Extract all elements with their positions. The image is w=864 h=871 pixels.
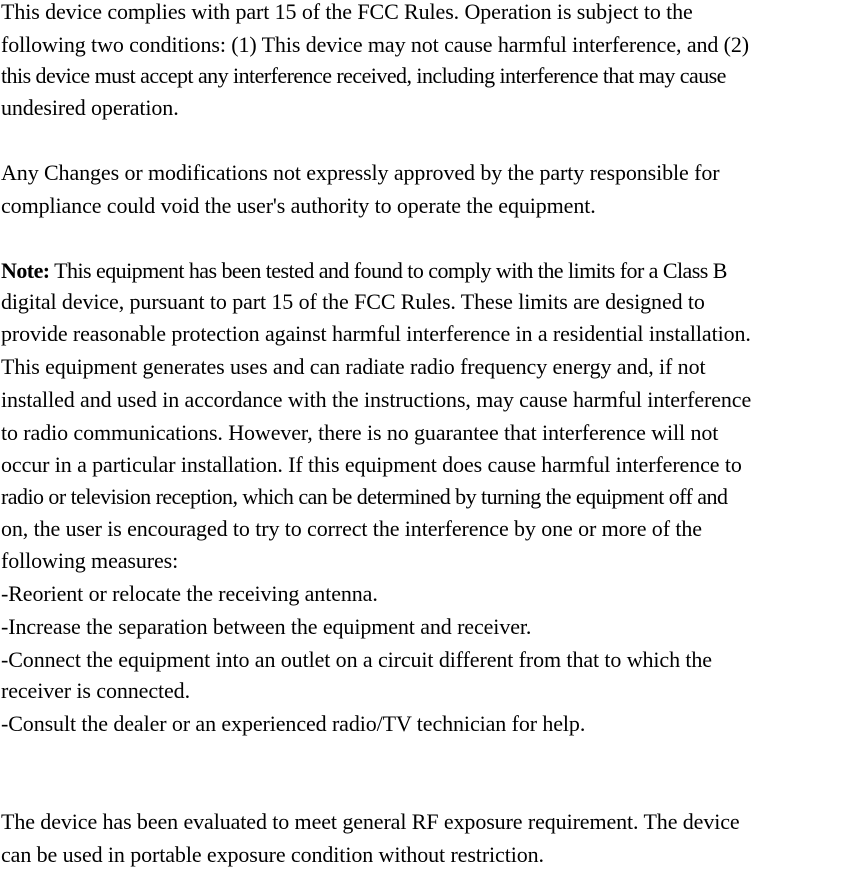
note-line-1 — [1, 255, 727, 287]
paragraph-2-line-2: compliance could void the user's authority to operate the equipment. — [1, 193, 596, 218]
measure-item-2: -Increase the separation between the equipment and receiver. — [1, 614, 532, 639]
note-line-10: following measures: — [1, 548, 179, 573]
paragraph-2-line-1: Any Changes or modifications not expressly approved by the party responsible for — [1, 160, 720, 185]
note-line-8: radio or television reception, which can be determined by turning the equipment off and — [1, 484, 728, 509]
note-line-6: to radio communications. However, there is no guarantee that interference will not — [1, 420, 719, 445]
note-line-1-text: This equipment has been tested and found to comply with the limits for a Class B — [49, 258, 727, 283]
note-label: Note: — [1, 258, 50, 283]
paragraph-1-line-2: following two conditions: (1) This device may not cause harmful interference, and (2) — [1, 32, 750, 57]
note-line-9: on, the user is encouraged to try to correct the interference by one or more of the — [1, 516, 702, 541]
paragraph-1-line-4: undesired operation. — [1, 95, 179, 120]
paragraph-1-line-1: This device complies with part 15 of the FCC Rules. Operation is subject to the — [1, 0, 693, 24]
rf-exposure-line-2: can be used in portable exposure condition without restriction. — [1, 842, 544, 867]
measure-item-3-line-2: receiver is connected. — [1, 678, 190, 703]
paragraph-1-line-3: this device must accept any interference received, including interference that may cause — [1, 63, 726, 88]
measure-item-4: -Consult the dealer or an experienced radio/TV technician for help. — [1, 711, 586, 736]
measure-item-3-line-1: -Connect the equipment into an outlet on a circuit different from that to which the — [1, 647, 712, 672]
rf-exposure-line-1: The device has been evaluated to meet general RF exposure requirement. The device — [1, 809, 740, 834]
note-line-4: This equipment generates uses and can radiate radio frequency energy and, if not — [1, 354, 706, 379]
note-line-7: occur in a particular installation. If this equipment does cause harmful interference to — [1, 452, 742, 477]
note-line-5: installed and used in accordance with the instructions, may cause harmful interference — [1, 387, 752, 412]
note-line-3: provide reasonable protection against harmful interference in a residential installation. — [1, 321, 751, 346]
note-line-2: digital device, pursuant to part 15 of the FCC Rules. These limits are designed to — [1, 289, 705, 314]
measure-item-1: -Reorient or relocate the receiving antenna. — [1, 581, 378, 606]
